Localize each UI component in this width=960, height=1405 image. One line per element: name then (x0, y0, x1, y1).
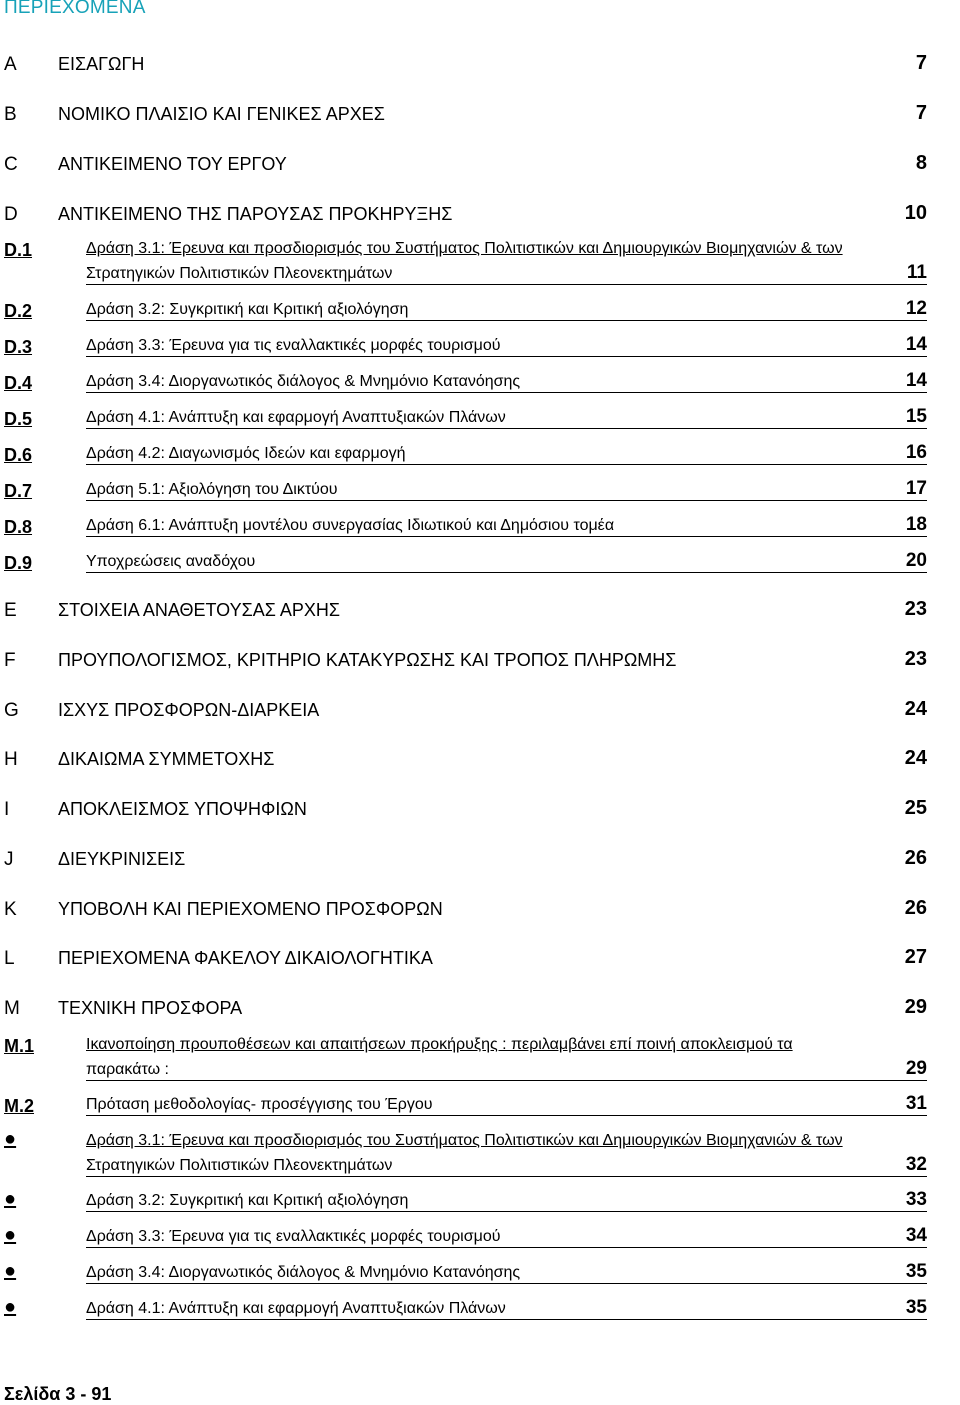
toc-underline (86, 356, 927, 357)
toc-entry-label: L (4, 948, 15, 969)
toc-entry-label: D.8 (4, 517, 33, 537)
toc-underline (86, 392, 927, 393)
toc-page-number: 25 (904, 797, 927, 819)
toc-entry-text-line1: Δράση 3.1: Έρευνα και προσδιορισμός του Συστήματος Πολιτιστικών και Δημιουργικών Βιομηχανιών & των (86, 240, 843, 257)
toc-entry-label: E (4, 600, 17, 621)
toc-entry-text: ΑΠΟΚΛΕΙΣΜΟΣ ΥΠΟΨΗΦΙΩΝ (58, 799, 307, 819)
toc-entry-text-line2: Στρατηγικών Πολιτιστικών Πλεονεκτημάτων (86, 265, 393, 282)
toc-entry-label: D.7 (4, 481, 33, 501)
toc-entry-text: ΔΙΕΥΚΡΙΝΙΣΕΙΣ (58, 849, 186, 869)
toc-entry-text: Δράση 5.1: Αξιολόγηση του Δικτύου (86, 481, 338, 498)
toc-page-number: 34 (905, 1225, 927, 1246)
toc-page-number: 32 (905, 1154, 927, 1175)
toc-underline (86, 1283, 927, 1284)
toc-underline (86, 500, 927, 501)
toc-entry-text-line1: Ικανοποίηση προυποθέσεων και απαιτήσεων προκήρυξης : περιλαμβάνει επί ποινή αποκλεισμού τα (86, 1036, 793, 1053)
toc-page-number: 16 (905, 442, 927, 463)
toc-page-number: 12 (905, 298, 927, 319)
toc-entry-text-line1: Δράση 3.1: Έρευνα και προσδιορισμός του Συστήματος Πολιτιστικών και Δημιουργικών Βιομηχανιών & των (86, 1132, 843, 1149)
toc-entry-text: Πρόταση μεθοδολογίας- προσέγγισης του Έργου (86, 1096, 433, 1113)
toc-entry-label: D.4 (4, 373, 33, 393)
toc-entry-text: Υποχρεώσεις αναδόχου (86, 553, 256, 570)
toc-page-number: 31 (905, 1093, 927, 1114)
toc-underline (86, 464, 927, 465)
toc-page-number: 35 (905, 1261, 927, 1282)
toc-entry-label: B (4, 104, 17, 125)
toc-entry-text: Δράση 6.1: Ανάπτυξη μοντέλου συνεργασίας Ιδιωτικού και Δημόσιου τομέα (86, 517, 615, 534)
toc-page-number: 18 (905, 514, 927, 535)
toc-entry-text: Δράση 4.1: Ανάπτυξη και εφαρμογή Αναπτυξιακών Πλάνων (86, 409, 506, 426)
toc-entry-text: ΑΝΤΙΚΕΙΜΕΝΟ ΤΗΣ ΠΑΡΟΥΣΑΣ ΠΡΟΚΗΡΥΞΗΣ (58, 204, 453, 224)
toc-underline (86, 572, 927, 573)
bullet-icon: ● (4, 1224, 17, 1246)
toc-underline (86, 1080, 927, 1081)
bullet-icon: ● (4, 1128, 17, 1150)
toc-entry-text: Δράση 3.4: Διοργανωτικός διάλογος & Μνημόνιο Κατανόησης (86, 1264, 521, 1281)
toc-page-number: 20 (905, 550, 927, 571)
toc-entry-text: ΤΕΧΝΙΚΗ ΠΡΟΣΦΟΡΑ (58, 998, 243, 1018)
toc-page-number: 29 (905, 1058, 927, 1079)
toc-underline (86, 428, 927, 429)
toc-entry-text: ΝΟΜΙΚΟ ΠΛΑΙΣΙΟ ΚΑΙ ΓΕΝΙΚΕΣ ΑΡΧΕΣ (58, 104, 385, 124)
toc-entry-text: Δράση 4.1: Ανάπτυξη και εφαρμογή Αναπτυξιακών Πλάνων (86, 1300, 506, 1317)
toc-page-number: 7 (915, 102, 927, 124)
toc-page-number: 23 (904, 648, 927, 670)
toc-entry-text: Δράση 3.3: Έρευνα για τις εναλλακτικές μορφές τουρισμού (86, 1228, 501, 1245)
toc-page-number: 15 (905, 406, 927, 427)
toc-entry-text: ΠΡΟΥΠΟΛΟΓΙΣΜΟΣ, ΚΡΙΤΗΡΙΟ ΚΑΤΑΚΥΡΩΣΗΣ ΚΑΙ ΤΡΟΠΟΣ ΠΛΗΡΩΜΗΣ (58, 650, 677, 670)
toc-page-number: 23 (904, 598, 927, 620)
toc-underline (86, 536, 927, 537)
toc-entry-label: D.9 (4, 553, 33, 573)
toc-page-number: 17 (905, 478, 927, 499)
toc-underline (86, 284, 927, 285)
toc-entry-text: ΥΠΟΒΟΛΗ ΚΑΙ ΠΕΡΙΕΧΟΜΕΝΟ ΠΡΟΣΦΟΡΩΝ (58, 899, 443, 919)
toc-entry-text: ΕΙΣΑΓΩΓΗ (58, 54, 145, 74)
toc-page-number: 10 (904, 202, 927, 224)
toc-entry-label: G (4, 700, 19, 721)
toc-entry-label: J (4, 849, 14, 870)
toc-page-number: 7 (915, 52, 927, 74)
toc-entry-label: M.2 (4, 1096, 35, 1116)
toc-entry-text-line2: Στρατηγικών Πολιτιστικών Πλεονεκτημάτων (86, 1157, 393, 1174)
toc-entry-text: ΑΝΤΙΚΕΙΜΕΝΟ ΤΟΥ ΕΡΓΟΥ (58, 154, 287, 174)
toc-page-number: 26 (904, 847, 927, 869)
toc-entry-label: D.5 (4, 409, 33, 429)
toc-page-number: 29 (904, 996, 927, 1018)
toc-underline (86, 1176, 927, 1177)
toc-page-number: 24 (904, 698, 927, 720)
toc-entry-text: ΔΙΚΑΙΩΜΑ ΣΥΜΜΕΤΟΧΗΣ (58, 749, 275, 769)
toc-entry-label: D (4, 204, 18, 225)
toc-page-number: 27 (904, 946, 927, 968)
toc-underline (86, 1211, 927, 1212)
toc-entry-label: C (4, 154, 18, 175)
toc-entry-text: ΠΕΡΙΕΧΟΜΕΝΑ ΦΑΚΕΛΟΥ ΔΙΚΑΙΟΛΟΓΗΤΙΚΑ (58, 948, 433, 968)
toc-entry-text: ΙΣΧΥΣ ΠΡΟΣΦΟΡΩΝ-ΔΙΑΡΚΕΙΑ (58, 700, 320, 720)
toc-entry-text: Δράση 4.2: Διαγωνισμός Ιδεών και εφαρμογή (86, 445, 406, 462)
bullet-icon: ● (4, 1296, 17, 1318)
page-footer: Σελίδα 3 - 91 (4, 1384, 112, 1404)
toc-entry-label: D.2 (4, 301, 33, 321)
toc-page-number: 33 (905, 1189, 927, 1210)
toc-page-number: 11 (906, 262, 927, 283)
toc-page-number: 35 (905, 1297, 927, 1318)
bullet-icon: ● (4, 1188, 17, 1210)
toc-entry-label: F (4, 650, 16, 671)
toc-entry-text: Δράση 3.3: Έρευνα για τις εναλλακτικές μορφές τουρισμού (86, 337, 501, 354)
bullet-icon: ● (4, 1260, 17, 1282)
toc-underline (86, 1247, 927, 1248)
toc-entry-text-line2: παρακάτω : (86, 1061, 169, 1078)
toc-underline (86, 1115, 927, 1116)
toc-page-number: 8 (915, 152, 927, 174)
toc-page-number: 14 (905, 334, 927, 355)
toc-page-number: 24 (904, 747, 927, 769)
toc-underline (86, 1319, 927, 1320)
toc-entry-text: Δράση 3.2: Συγκριτική και Κριτική αξιολόγηση (86, 301, 409, 318)
toc-entry-label: K (4, 899, 17, 920)
toc-entry-label: D.6 (4, 445, 33, 465)
toc-entry-label: A (4, 54, 17, 75)
toc-entry-label: M (4, 998, 20, 1019)
toc-entry-text: Δράση 3.2: Συγκριτική και Κριτική αξιολόγηση (86, 1192, 409, 1209)
toc-entry-text: Δράση 3.4: Διοργανωτικός διάλογος & Μνημόνιο Κατανόησης (86, 373, 521, 390)
toc-entry-label: D.1 (4, 240, 33, 260)
toc-entry-label: M.1 (4, 1036, 35, 1056)
toc-entry-text: ΣΤΟΙΧΕΙΑ ΑΝΑΘΕΤΟΥΣΑΣ ΑΡΧΗΣ (58, 600, 340, 620)
toc-title: ΠΕΡΙΕΧΟΜΕΝΑ (4, 0, 146, 18)
toc-entry-label: D.3 (4, 337, 33, 357)
toc-entry-label: I (4, 799, 10, 820)
toc-page-number: 26 (904, 897, 927, 919)
toc-entry-label: H (4, 749, 18, 770)
toc-page-number: 14 (905, 370, 927, 391)
toc-underline (86, 320, 927, 321)
